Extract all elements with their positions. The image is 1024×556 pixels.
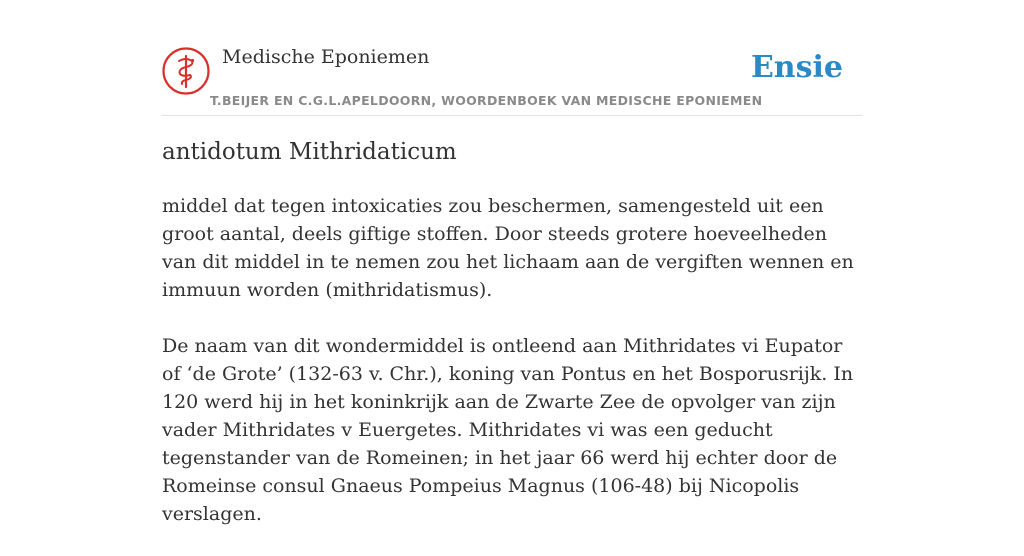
- caduceus-icon[interactable]: [162, 47, 210, 95]
- source-author[interactable]: T.BEIJER EN C.G.L.APELDOORN, WOORDENBOEK VAN MEDISCHE EPONIEMEN: [210, 93, 763, 108]
- header-divider: [162, 115, 862, 116]
- ensie-logo[interactable]: Ensie: [750, 50, 843, 85]
- entry-paragraph: middel dat tegen intoxicaties zou beschermen, samengesteld uit een groot aantal, deels giftige stoffen. Door steeds grotere hoeveelheden van dit middel in te nemen zou het lichaam aan de vergiften wennen en immuun worden (mithridatismus).: [162, 195, 854, 301]
- entry-paragraph: De naam van dit wondermiddel is ontleend aan Mithridates vi Eupator of ‘de Grote’ (132-63 v. Chr.), koning van Pontus en het Bosporusrijk. In 120 werd hij in het koninkrijk aan de Zwarte Zee de opvolger van zijn vader Mithridates v Euergetes. Mithridates vi was een geducht tegenstander van de Romeinen; in het jaar 66 werd hij echter door de Romeinse consul Gnaeus Pompeius Magnus (106-48) bij Nicopolis verslagen.: [162, 335, 854, 525]
- entry-body: [162, 192, 862, 556]
- entry-title: antidotum Mithridaticum: [162, 139, 457, 165]
- source-title[interactable]: Medische Eponiemen: [222, 46, 430, 68]
